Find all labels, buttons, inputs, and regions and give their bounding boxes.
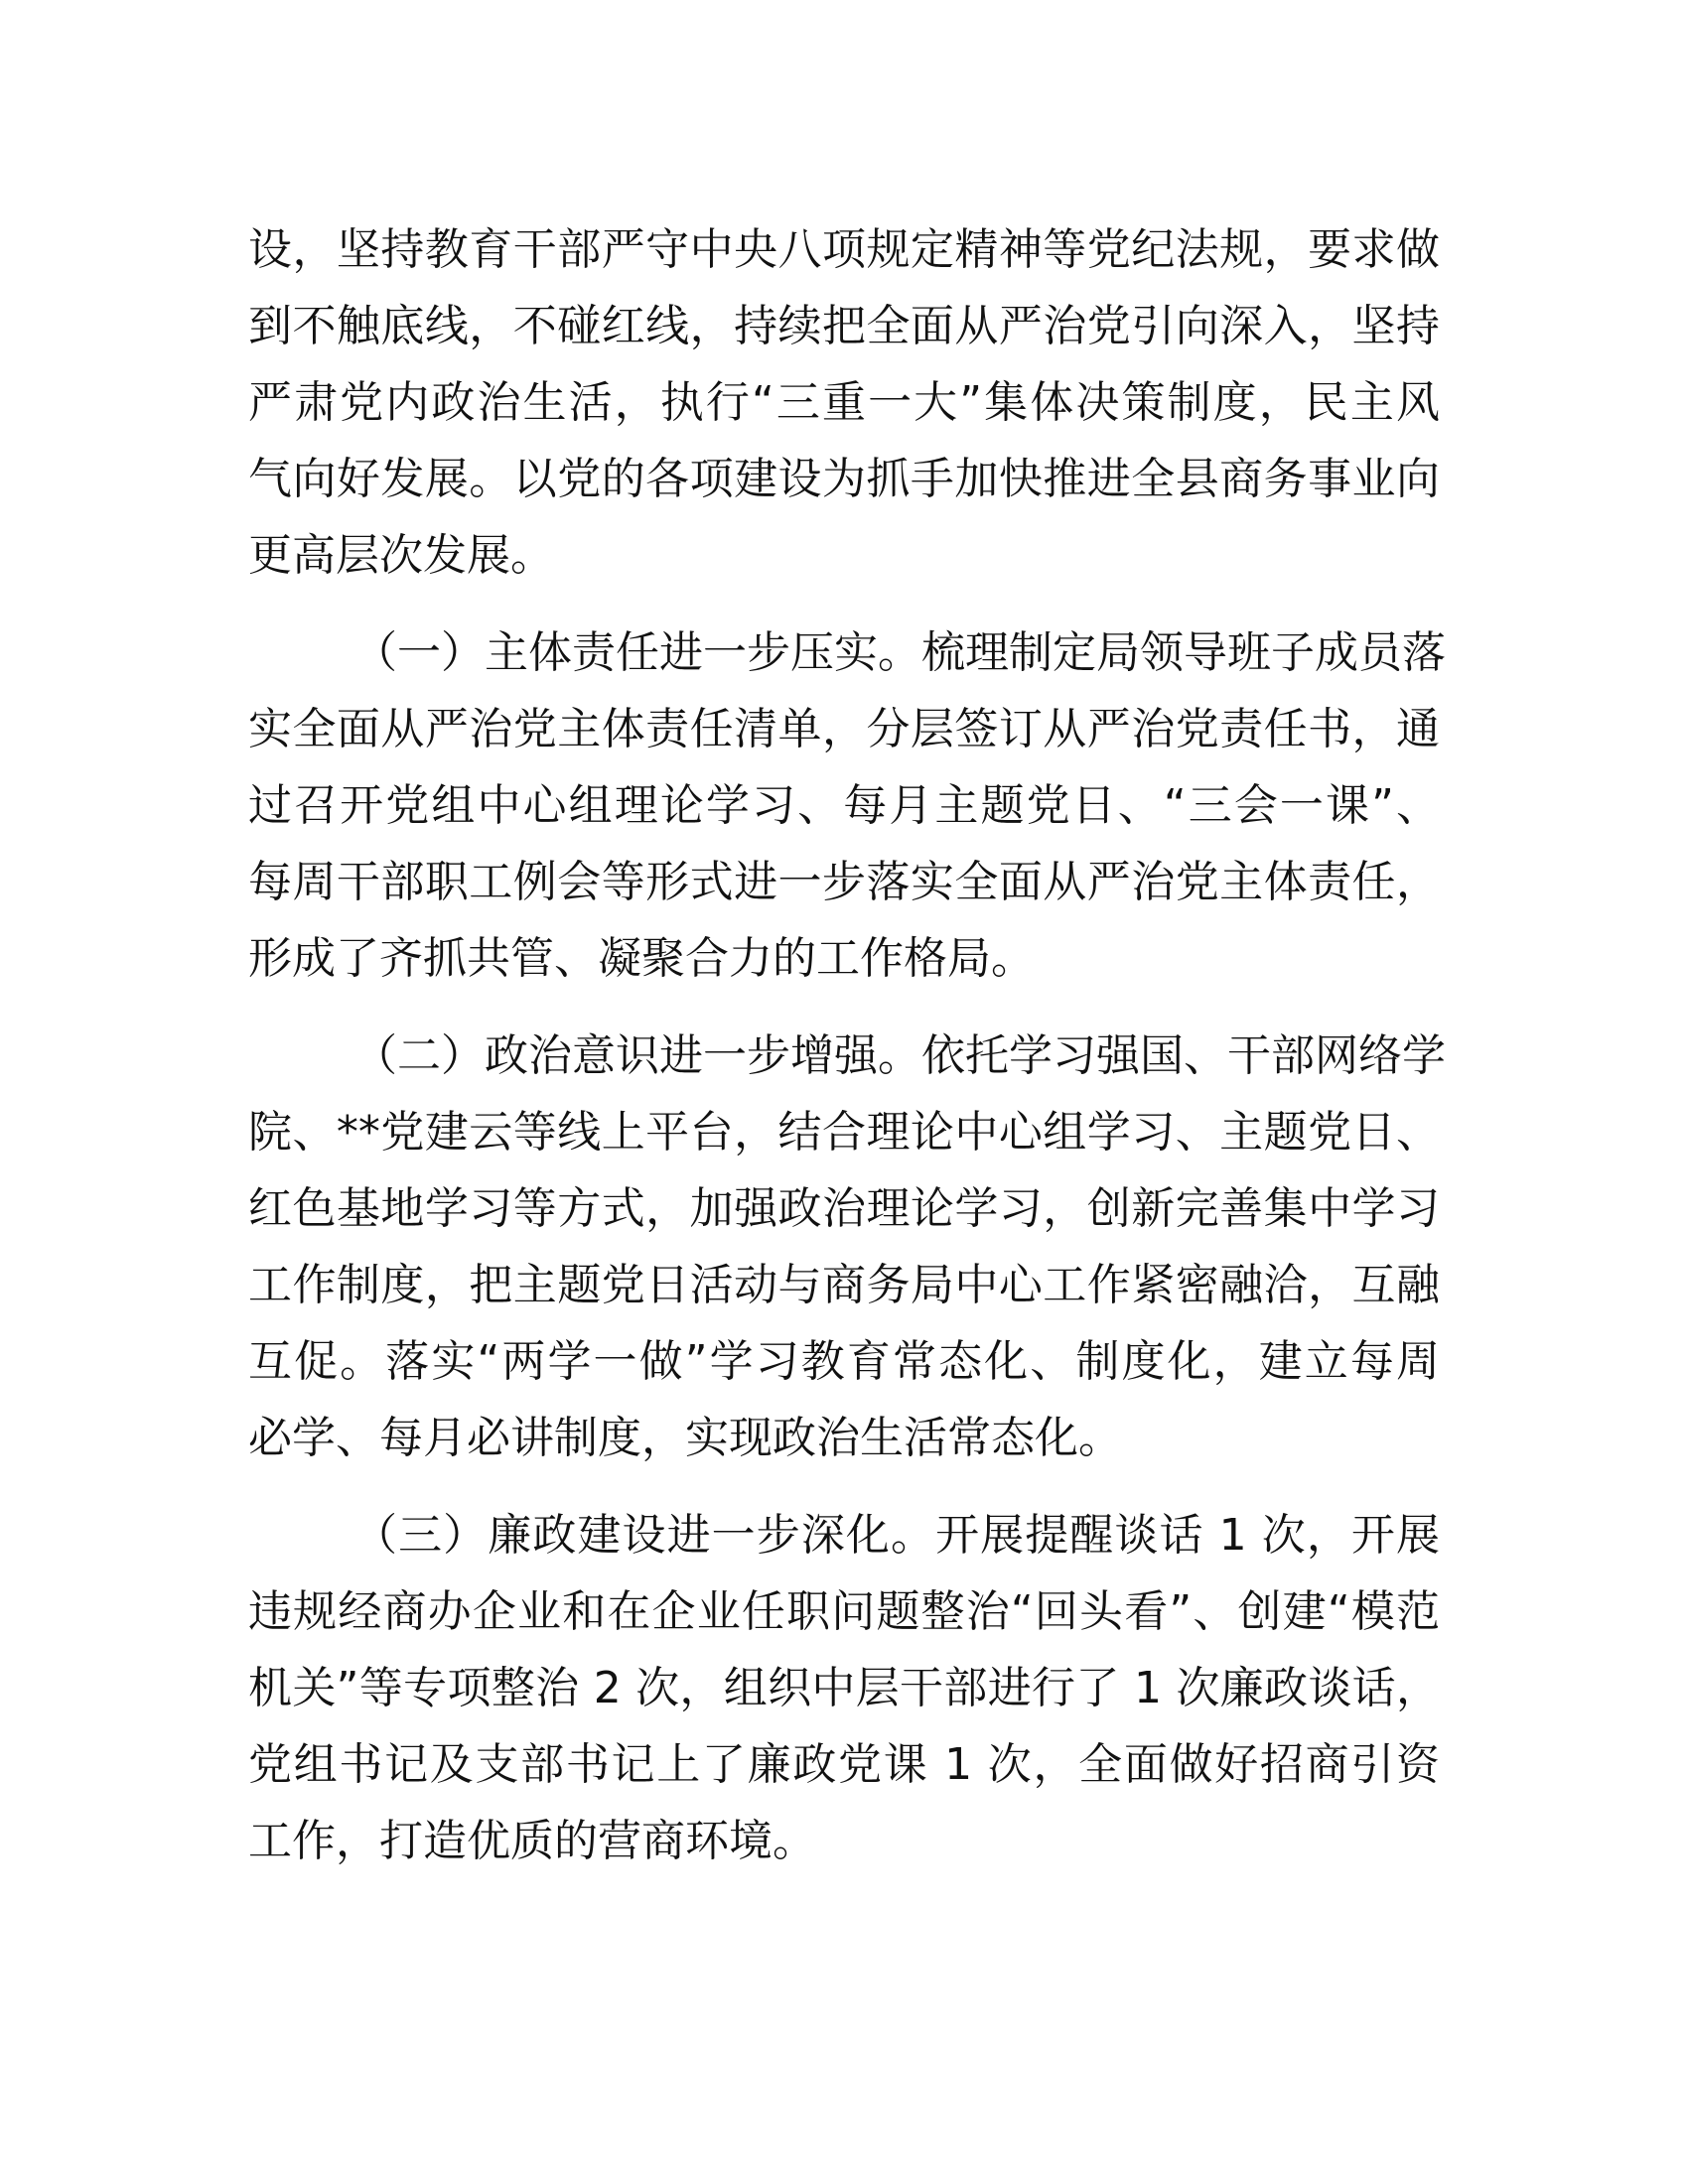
text-line: 红色基地学习等方式，加强政治理论学习，创新完善集中学习 (248, 1183, 1440, 1234)
text-line: 过召开党组中心组理论学习、每月主题党日、“三会一课”、 (248, 780, 1440, 831)
text-line: 严肃党内政治生活，执行“三重一大”集体决策制度，民主风 (248, 377, 1440, 428)
text-line: 必学、每月必讲制度，实现政治生活常态化。 (248, 1413, 1122, 1463)
text-line: 工作，打造优质的营商环境。 (248, 1816, 816, 1866)
text-line: 实全面从严治党主体责任清单，分层签订从严治党责任书，通 (248, 704, 1440, 754)
text-line: 违规经商办企业和在企业任职问题整治“回头看”、创建“模范 (248, 1586, 1440, 1637)
text-line: 工作制度，把主题党日活动与商务局中心工作紧密融洽，互融 (248, 1260, 1440, 1310)
text-line: （一）主体责任进一步压实。梳理制定局领导班子成员落 (353, 627, 1446, 678)
paragraph-section-1 (248, 614, 1446, 997)
text-line: 党组书记及支部书记上了廉政党课 1 次，全面做好招商引资 (248, 1739, 1440, 1790)
text-line: 互促。落实“两学一做”学习教育常态化、制度化，建立每周 (248, 1336, 1440, 1387)
text-line: 到不触底线，不碰红线，持续把全面从严治党引向深入，坚持 (248, 301, 1440, 351)
text-line: （三）廉政建设进一步深化。开展提醒谈话 1 次，开展 (353, 1510, 1440, 1561)
text-line: （二）政治意识进一步增强。依托学习强国、干部网络学 (353, 1030, 1446, 1081)
text-line: 设，坚持教育干部严守中央八项规定精神等党纪法规，要求做 (248, 224, 1440, 275)
text-line: 院、**党建云等线上平台，结合理论中心组学习、主题党日、 (248, 1107, 1440, 1158)
paragraph-section-2 (248, 1018, 1446, 1476)
text-line: 气向好发展。以党的各项建设为抓手加快推进全县商务事业向 (248, 454, 1440, 504)
text-line: 形成了齐抓共管、凝聚合力的工作格局。 (248, 933, 1035, 984)
text-line: 机关”等专项整治 2 次，组织中层干部进行了 1 次廉政谈话， (248, 1663, 1440, 1713)
document-body (248, 211, 1446, 1879)
paragraph-section-3 (248, 1497, 1440, 1879)
paragraph-intro-continued (248, 211, 1440, 594)
text-line: 每周干部职工例会等形式进一步落实全面从严治党主体责任， (248, 857, 1440, 907)
text-line: 更高层次发展。 (248, 530, 554, 581)
